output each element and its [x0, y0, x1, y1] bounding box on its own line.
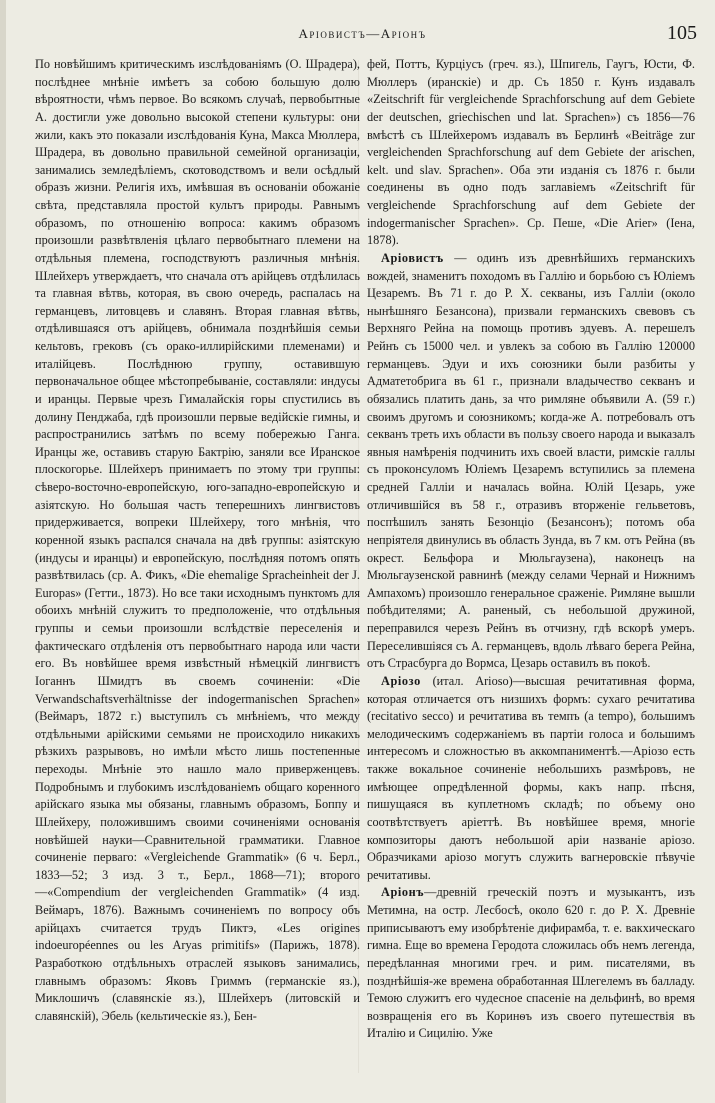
right-column-continuation: фей, Поттъ, Курціусъ (греч. яз.), Шпигель, Гаугъ, Юсти, Ф. Мюллеръ (иранскіе) и др. Съ 1850 г. Кунъ издавалъ «Zeitschrift für vergleichende Sprachforschung auf dem Gebiete der deutschen, griechischen und lat. Sprachen») съ 1856—76 вмѣстѣ съ Шлейхеромъ издавалъ въ Берлинѣ «Beiträge zur vergleichenden Sprachforschung auf dem Gebiete der arischen, kelt. und slav. Sprachen». Оба эти изданія съ 1876 г. были соединены въ одно подъ заглавіемъ «Zeitschrift für vergleichende Sprachforschung auf dem Gebiete der indogermanischer Sprachen». Ср. Пеше, «Die Arier» (Іена, 1878). [367, 57, 695, 248]
right-column [367, 56, 695, 1043]
article-body: — одинъ изъ древнѣйшихъ германскихъ вождей, знаменитъ походомъ въ Галлію и борьбою съ Юліемъ Цезаремъ. Въ 71 г. до Р. Х. секваны, изъ Галліи (около нынѣшняго Безансона), призвали германскихъ свевовъ съ Верхняго Рейна на помощь противъ эдуевъ. А. перешелъ Рейнъ съ 15000 чел. и увлекъ за собою въ Галлію 120000 германцевъ. Эдуи и ихъ союзники были разбиты у Адматетобрига въ 61 г., признали владычество секванъ и обязались платить дань, за что римляне объявили А. (59 г.) своимъ другомъ и союзникомъ; когда-же А. потребовалъ отъ секванъ треть ихъ области въ пользу своего народа и выказалъ явныя намѣренія подчинить ихъ своей власти, римскіе галлы съ проконсуломъ Юліемъ Цезаремъ вступились за племена средней Галліи и началась война. Юлій Цезарь, уже отличившійся въ 58 г., отразивъ вторженіе гельветовъ, поспѣшилъ занять Безонціо (Безансонъ); потомъ оба непріятеля двинулись въ область Зунда, въ 7 км. отъ Рейна (въ окрест. Бельфора и Мюльгаузена), наконецъ на Мюльгаузенской равнинѣ (между селами Чернай и Нижнимъ Ампахомъ) произошло генеральное сраженіе. Римляне вышли побѣдителями; А. раненый, съ небольшой дружиной, переправился черезъ Рейнъ въ отчизну, гдѣ вскорѣ умеръ. Переселившіяся съ А. германцевъ, вдоль лѣваго берега Рейна, отъ Страсбурга до Вормса, Цезарь оставилъ въ покоѣ. [367, 250, 695, 671]
article-headword: Аріозо [381, 673, 421, 688]
article-headword: Аріонъ [381, 885, 425, 900]
article-arion [367, 884, 695, 1043]
left-column-text: По новѣйшимъ критическимъ изслѣдованіямъ (О. Шрадера), послѣднее мнѣніе имѣетъ за собою большую долю вѣроятности, чѣмъ первое. Во всякомъ случаѣ, первобытные А. достигли уже довольно высокой степени культуры: они жили, какъ это показали изслѣдованія Куна, Макса Мюллера, Шрадера, въ довольно правильной семейной организаціи, занимались земледѣліемъ, скотоводствомъ и вели осѣдлый образъ жизни. Религія ихъ, имѣвшая въ основаніи обожаніе свѣта, представляла простой культъ природы. Равнымъ образомъ, по отношенію вопроса: какимъ образомъ произошли развѣтвленія цѣлаго первобытнаго племени на отдѣльныя племена, господствуютъ различныя мнѣнія. Шлейхеръ утверждаетъ, что сначала отъ арійцевъ отдѣлилась та главная вѣтвь, которая, въ свою очередь, распалась на германцевъ, литовцевъ и славянъ. Вторая главная вѣтвь, отдѣлившаяся отъ арійцевъ, обнимала позднѣйшія семьи кельтовъ, грековъ (съ орако-иллирійскими племенами) и италійцевъ. Послѣднюю группу, оставившую первоначальное общее мѣстопребываніе, составляли: индусы и иранцы. Первые чрезъ Гималайскія горы спустились въ долину Пенджаба, гдѣ произошли первые ведійскіе гимны, и распространились затѣмъ по всему побережью Ганга. Иранцы же, оставивъ старую Бактрію, заняли все Иранское плоскогорье. Шлейхеръ принимаетъ по этому три группы: сѣверо-восточно-европейскую, юго-западно-европейскую и азіятскую. Но большая часть теперешнихъ лингвистовъ придерживается, вопреки Шлейхеру, того мнѣнія, что коренной языкъ распался сначала на двѣ группы: азіятскую (индусы и иранцы) и европейскую, послѣдняя потомъ опять развѣтвилась (ср. А. Фикъ, «Die ehemalige Spracheinheit der J. Europas» (Гетти., 1873). Но все таки исходнымъ пунктомъ для обоихъ мнѣній служитъ то предположеніе, что отдѣльныя группы и семьи произошли вслѣдствіе переселенія и фактическаго отдѣленія отъ первобытнаго народа или части его. Въ новѣйшее время извѣстный нѣмецкій лингвистъ Іоганнъ Шмидтъ въ своемъ сочиненіи: «Die Verwandschaftsverhältnisse der indogermanischen Sprachen» (Веймаръ, 1872 г.) выступилъ съ мнѣніемъ, что между отдѣльными арійскими семьями не происходило никакихъ рѣзкихъ разрывовъ, но имѣли мѣсто лишь постепенные переходы. Мнѣніе это нашло мало приверженцевъ. Подробнымъ и глубокимъ изслѣдованіемъ общаго коренного арійскаго языка мы обязаны, главнымъ образомъ, Боппу и Шлейхеру, положившимъ своими сочиненіями основанія новѣйшей науки—Сравнительной грамматики. Главное сочиненіе перваго: «Vergleichende Grammatik» (6 ч. Берл., 1833—52; 3 изд. 3 т., Берл., 1868—71); второго—«Compendium der vergleichenden Grammatik» (4 изд. Веймаръ, 1876). Важнымъ сочиненіемъ по вопросу объ арійцахъ считается трудъ Пиктэ, «Les origines indoeuropéennes ou les Aryas primitifs» (Парижъ, 1878). Разработкою отдѣльныхъ отраслей языковъ занимались, главнымъ образомъ: Яковъ Гриммъ (германскіе яз.), Миклошичъ (славянскіе яз.), Шлейхеръ (литовскій и славянскій), Эбель (кельтическіе яз.), Бен- [35, 57, 360, 1023]
article-arioso [367, 673, 695, 885]
article-ariovist [367, 250, 695, 673]
article-headword: Аріовистъ [381, 250, 444, 265]
page-number: 105 [667, 22, 697, 44]
page-header [28, 22, 697, 48]
running-title: Аріовистъ—Аріонъ [298, 26, 427, 41]
article-body: (итал. Arioso)—высшая речитативная форма, которая отличается отъ низшихъ формъ: сухаго речитатива (recitativo secco) и речитатива въ темпъ (a tempo), большимъ мелодическимъ содержаніемъ въ партіи голоса и большимъ интересомъ и сложностью въ аккомпаниментѣ.—Аріозо есть также вокальное сочиненіе небольшихъ размѣровъ, не имѣющее опредѣленной формы, какъ напр. пѣсня, пишущаяся въ куплетномъ складѣ; по объему оно соотвѣтствуетъ аріеттѣ. Въ новѣйшее время, многіе композиторы даютъ небольшой аріи названіе аріозо. Образчиками аріозо могутъ служить вагнеровскіе пѣвучіе речитативы. [367, 673, 695, 882]
scan-edge [0, 0, 6, 1103]
article-body: —древній греческій поэтъ и музыкантъ, изъ Метимна, на остр. Лесбосѣ, около 620 г. до Р. Х. Древніе приписываютъ ему изобрѣтеніе дифирамба, т. е. вакхическаго гимна. Еще во времена Геродота сложилась объ немъ легенда, передѣланная многими греч. и рим. писателями, въ позднѣйшія-же времена обработанная Шлегелемъ въ балладу. Темою служитъ его чудесное спасеніе на дельфинѣ, во время возвращенія его въ Коринѳъ изъ своего путешествія въ Италію и Сицилію. Уже [367, 885, 695, 1041]
left-column [35, 56, 360, 1025]
